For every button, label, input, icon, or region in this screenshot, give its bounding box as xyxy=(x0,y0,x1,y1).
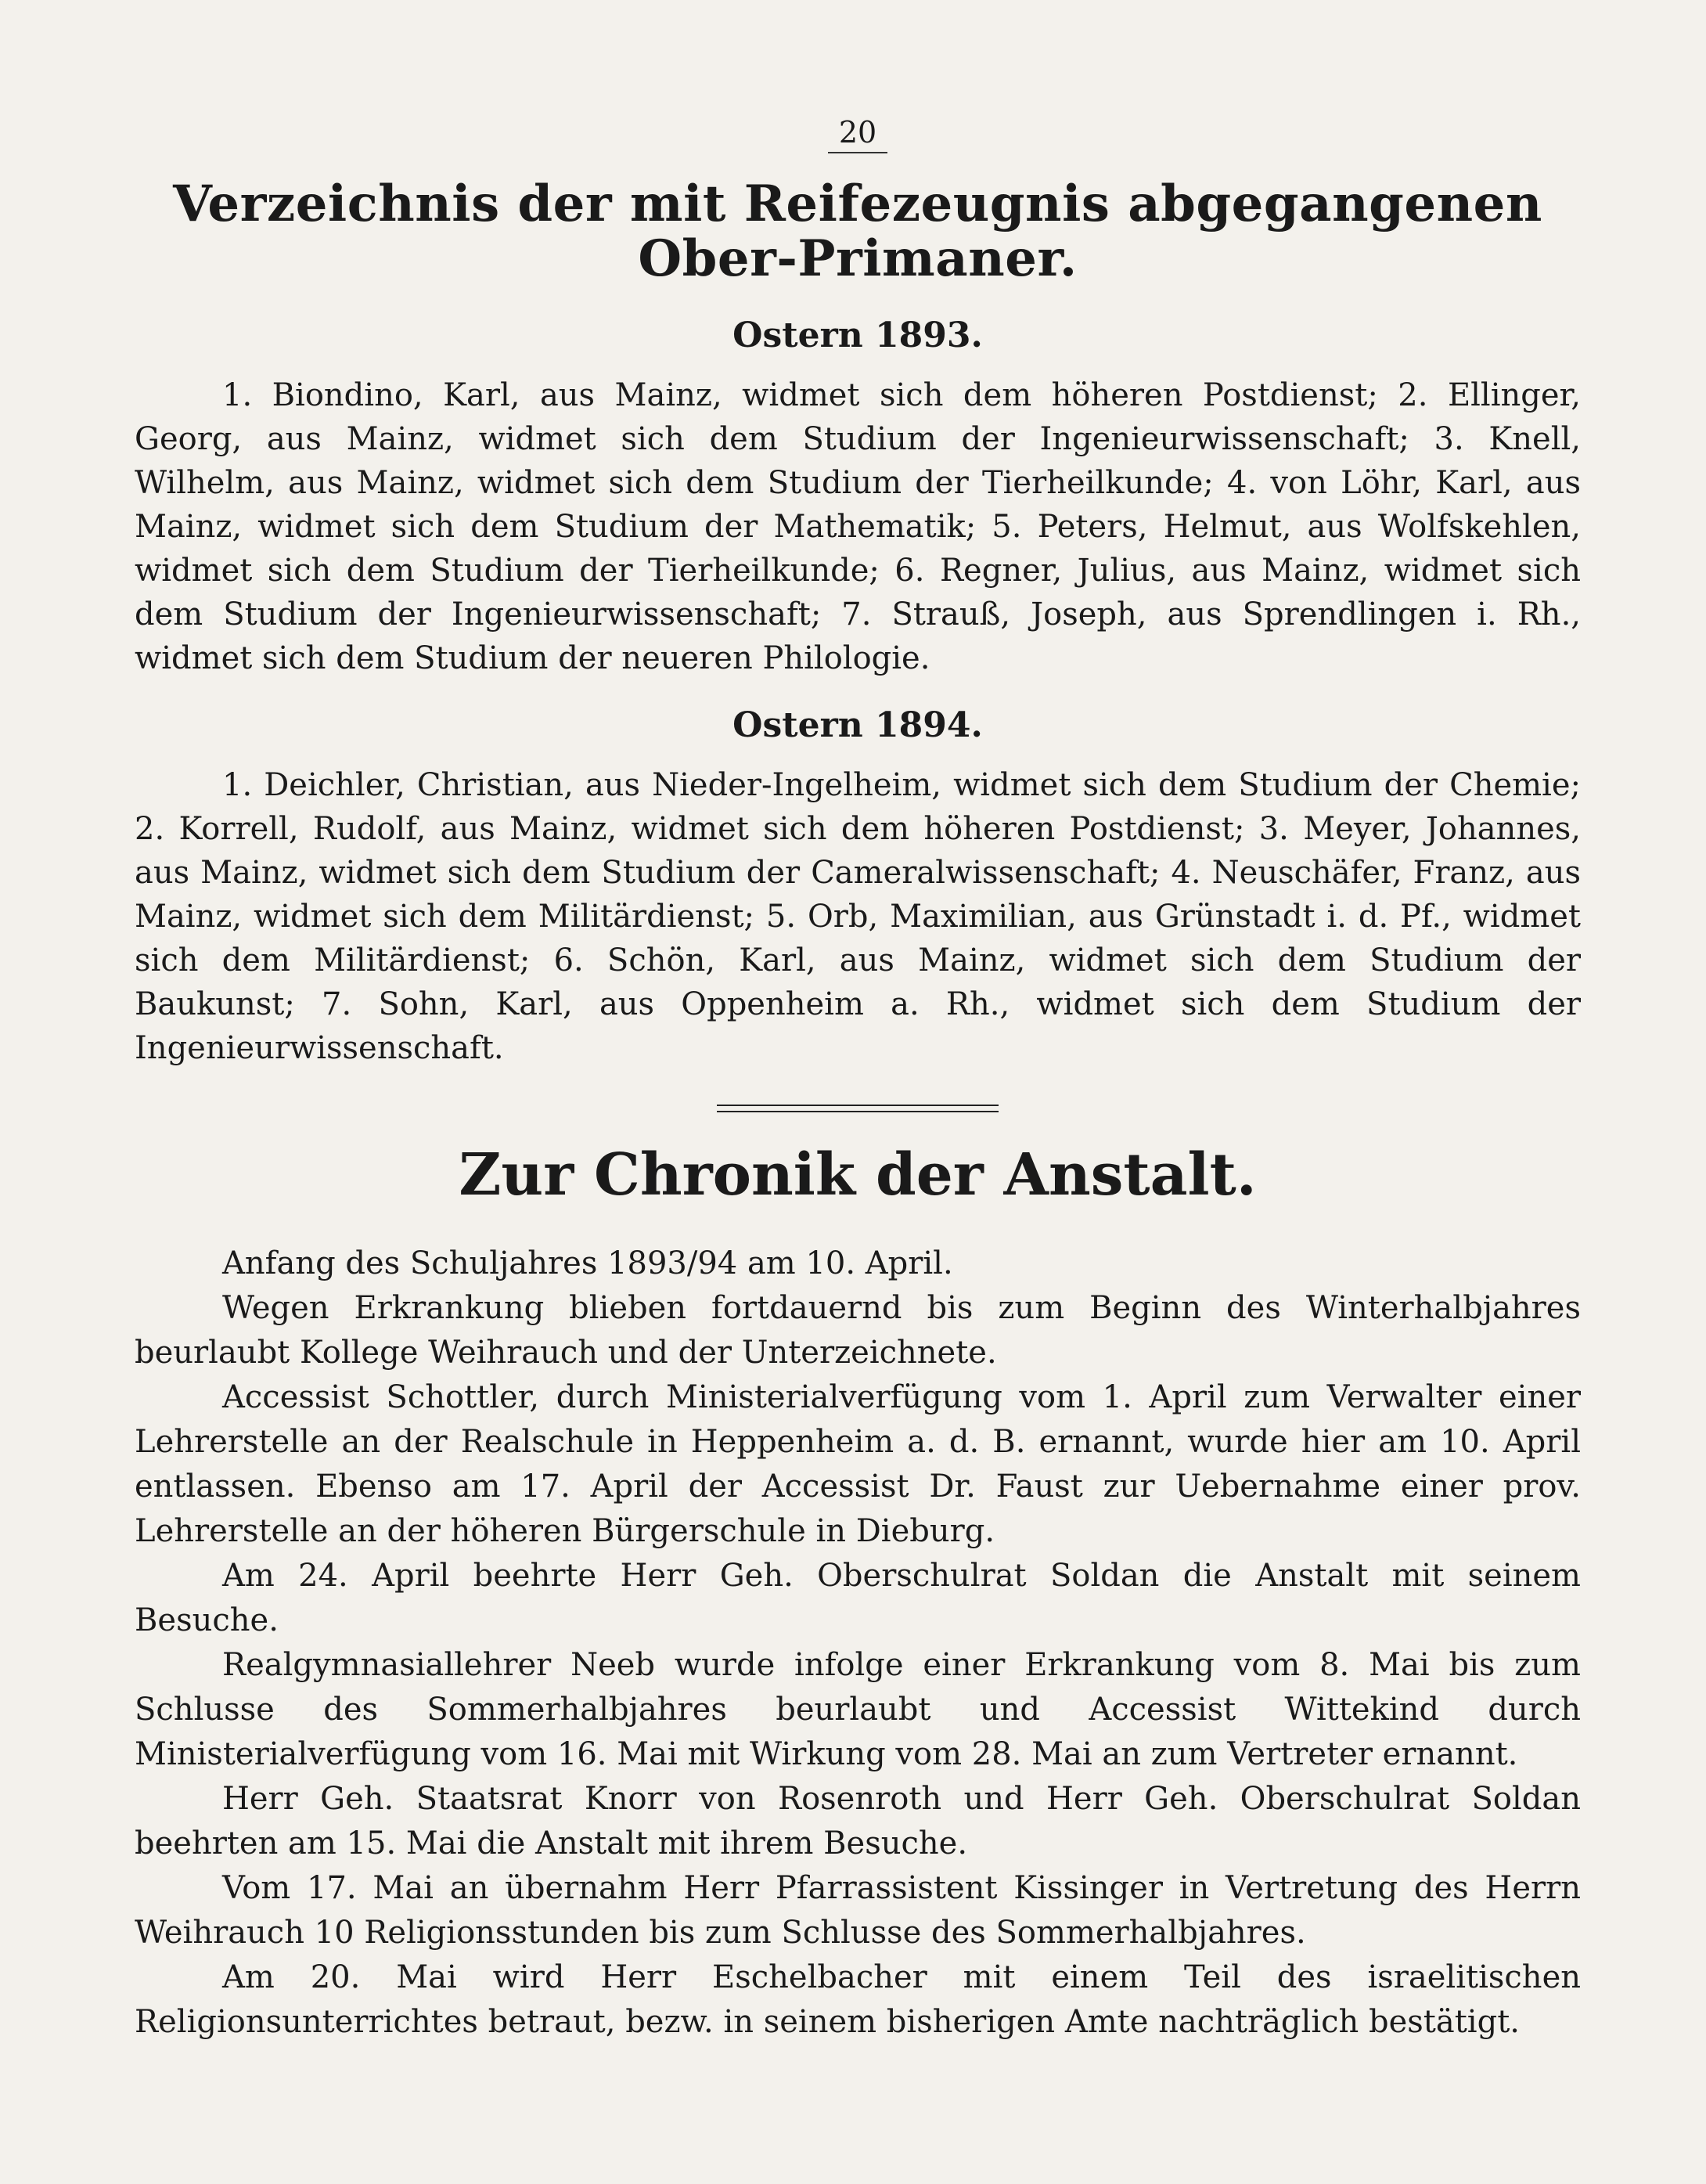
chronicle-title: Zur Chronik der Anstalt. xyxy=(459,1141,1257,1209)
graduate-list: 1. Deichler, Christian, aus Nieder-Ingelheim, widmet sich dem Studium der Chemie; 2. Korrell, Rudolf, aus Mainz, widmet sich dem höheren Postdienst; 3. Meyer, Johannes, aus Mainz, widmet sich dem Studium der Cameralwissenschaft; 4. Neuschäfer, Franz, aus Mainz, widmet sich dem Militärdienst; 5. Orb, Maximilian, aus Grünstadt i. d. Pf., widmet sich dem Militärdienst; 6. Schön, Karl, aus Mainz, widmet sich dem Studium der Baukunst; 7. Sohn, Karl, aus Oppenheim a. Rh., widmet sich dem Studium der Ingenieurwissenschaft. xyxy=(135,766,1581,1066)
chronicle-body xyxy=(135,1242,1581,2045)
section-heading: Ostern 1894. xyxy=(732,705,983,745)
section-heading: Ostern 1893. xyxy=(732,315,983,355)
chronicle-paragraph: Am 20. Mai wird Herr Eschelbacher mit einem Teil des israelitischen Religionsunterrichtes betraut, bezw. in seinem bisherigen Amte nachträglich bestätigt. xyxy=(135,1959,1581,2041)
section-ostern-1894 xyxy=(135,705,1581,1070)
chronicle-paragraph: Herr Geh. Staatsrat Knorr von Rosenroth und Herr Geh. Oberschulrat Soldan beehrten am 15. Mai die Anstalt mit ihrem Besuche. xyxy=(135,1781,1581,1862)
page-number: 20 xyxy=(135,117,1581,153)
section-divider xyxy=(717,1105,999,1112)
chronicle-paragraph: Am 24. April beehrte Herr Geh. Oberschulrat Soldan die Anstalt mit seinem Besuche. xyxy=(135,1558,1581,1639)
graduate-list: 1. Biondino, Karl, aus Mainz, widmet sich dem höheren Postdienst; 2. Ellinger, Georg, aus Mainz, widmet sich dem Studium der Ingenieurwissenschaft; 3. Knell, Wilhelm, aus Mainz, widmet sich dem Studium der Tierheilkunde; 4. von Löhr, Karl, aus Mainz, widmet sich dem Studium der Mathematik; 5. Peters, Helmut, aus Wolfskehlen, widmet sich dem Studium der Tierheilkunde; 6. Regner, Julius, aus Mainz, widmet sich dem Studium der Ingenieurwissenschaft; 7. Strauß, Joseph, aus Sprendlingen i. Rh., widmet sich dem Studium der neueren Philologie. xyxy=(135,377,1581,676)
list-title: Verzeichnis der mit Reifezeugnis abgegangenen Ober-Primaner. xyxy=(173,175,1542,289)
chronicle-paragraph: Wegen Erkrankung blieben fortdauernd bis zum Beginn des Winterhalbjahres beurlaubt Kollege Weihrauch und der Unterzeichnete. xyxy=(135,1290,1581,1371)
chronicle-paragraph: Vom 17. Mai an übernahm Herr Pfarrassistent Kissinger in Vertretung des Herrn Weihrauch 10 Religionsstunden bis zum Schlusse des Sommerhalbjahres. xyxy=(135,1870,1581,1952)
chronicle-paragraph: Anfang des Schuljahres 1893/94 am 10. April. xyxy=(222,1245,953,1282)
section-ostern-1893 xyxy=(135,315,1581,680)
chronicle-paragraph: Accessist Schottler, durch Ministerialverfügung vom 1. April zum Verwalter einer Lehrerstelle an der Realschule in Heppenheim a. d. B. ernannt, wurde hier am 10. April entlassen. Ebenso am 17. April der Accessist Dr. Faust zur Uebernahme einer prov. Lehrerstelle an der höheren Bürgerschule in Dieburg. xyxy=(135,1379,1581,1550)
chronicle-paragraph: Realgymnasiallehrer Neeb wurde infolge einer Erkrankung vom 8. Mai bis zum Schlusse des Sommerhalbjahres beurlaubt und Accessist Wittekind durch Ministerialverfügung vom 16. Mai mit Wirkung vom 28. Mai an zum Vertreter ernannt. xyxy=(135,1647,1581,1773)
